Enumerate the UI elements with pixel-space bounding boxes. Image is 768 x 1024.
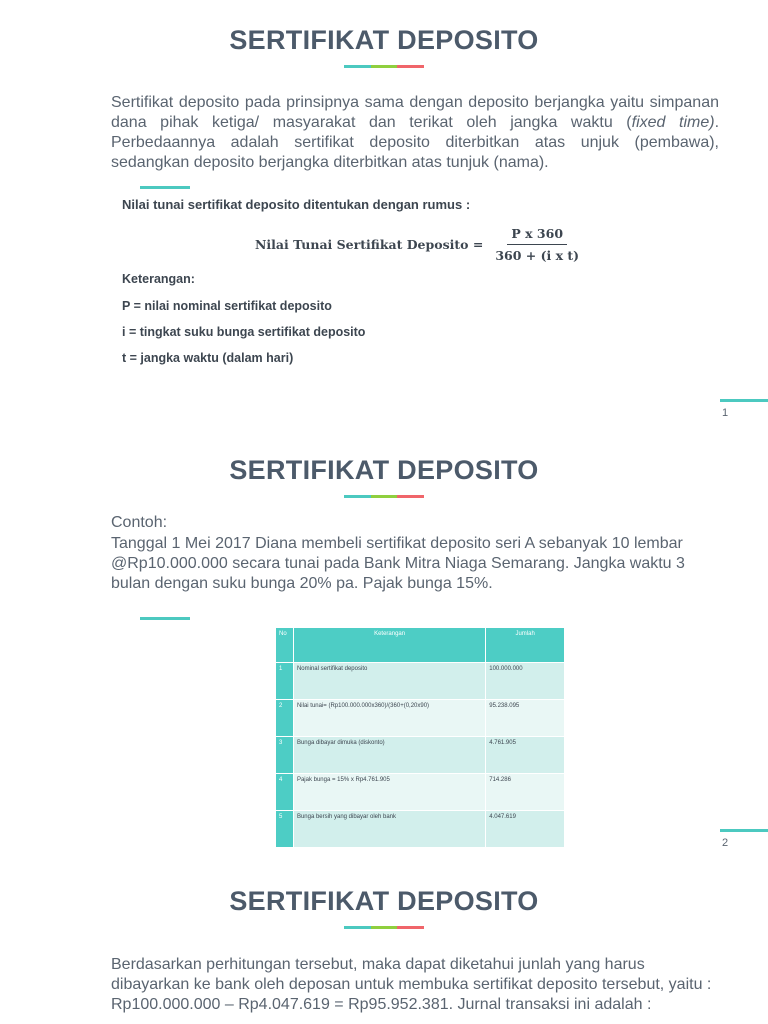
section-accent-bar	[140, 186, 190, 189]
row-jumlah: 95.238.095	[486, 700, 565, 737]
section-accent-bar	[140, 617, 190, 620]
keterangan-p: P = nilai nominal sertifikat deposito	[122, 299, 332, 313]
formula	[255, 224, 583, 264]
formula-lhs: Nilai Tunai Sertifikat Deposito =	[255, 236, 484, 252]
contoh-text: Tanggal 1 Mei 2017 Diana membeli sertifikat deposito seri A sebanyak 10 lembar @Rp10.000.000 secara tunai pada Bank Mitra Niaga Semarang. Jangka waktu 3 bulan dengan suku bunga 20% pa. Pajak bunga 15%.	[111, 535, 685, 592]
table-row	[276, 737, 565, 774]
paragraph-italic: fixed time)	[631, 114, 715, 131]
header-no: No	[276, 628, 294, 663]
slide1-title-underline	[344, 65, 424, 68]
keterangan-i: i = tingkat suku bunga sertifikat deposito	[122, 325, 366, 339]
contoh-label: Contoh:	[111, 514, 168, 531]
header-jumlah: Jumlah	[486, 628, 565, 663]
slide2-title-underline	[344, 495, 424, 498]
keterangan-label: Keterangan:	[122, 272, 195, 286]
formula-denominator: 360 + (i x t)	[495, 247, 580, 263]
row-no: 2	[276, 700, 294, 737]
header-keterangan: Keterangan	[293, 628, 485, 663]
row-keterangan: Nominal sertifikat deposito	[293, 663, 485, 700]
paragraph-text-b: . Perbedaannya adalah sertifikat deposito diterbitkan atas unjuk (pembawa), sedangkan deposito berjangka diterbitkan atas tunjuk (nama).	[111, 114, 720, 171]
row-keterangan: Bunga dibayar dimuka (diskonto)	[293, 737, 485, 774]
row-no: 3	[276, 737, 294, 774]
row-no: 4	[276, 774, 294, 811]
row-jumlah: 714.286	[486, 774, 565, 811]
row-no: 5	[276, 811, 294, 848]
paragraph-text-a: Sertifikat deposito pada prinsipnya sama dengan deposito berjangka yaitu simpanan dana pihak ketiga/ masyarakat dan terikat oleh jangka waktu (	[111, 94, 719, 131]
slide1-title: SERTIFIKAT DEPOSITO	[229, 25, 539, 55]
table-row	[276, 774, 565, 811]
table-row	[276, 811, 565, 848]
table-header-row	[276, 628, 565, 663]
row-no: 1	[276, 663, 294, 700]
row-jumlah: 100.000.000	[486, 663, 565, 700]
row-keterangan: Bunga bersih yang dibayar oleh bank	[293, 811, 485, 848]
page-number: 1	[722, 407, 729, 419]
formula-intro: Nilai tunai sertifikat deposito ditentukan dengan rumus :	[122, 197, 471, 212]
row-keterangan: Pajak bunga = 15% x Rp4.761.905	[293, 774, 485, 811]
keterangan-t: t = jangka waktu (dalam hari)	[122, 351, 294, 365]
formula-numerator: P x 360	[507, 226, 567, 245]
slide2-title: SERTIFIKAT DEPOSITO	[229, 455, 539, 485]
table-row	[276, 700, 565, 737]
page-number: 2	[722, 837, 729, 849]
slide1-paragraph	[111, 93, 719, 173]
deposit-table	[275, 627, 565, 848]
slide3-title: SERTIFIKAT DEPOSITO	[229, 886, 539, 916]
formula-fraction	[491, 226, 583, 263]
row-keterangan: Nilai tunai= (Rp100.000.000x360)/(360+(0,20x90)	[293, 700, 485, 737]
row-jumlah: 4.047.619	[486, 811, 565, 848]
page-corner-bar	[720, 399, 768, 402]
slide3-title-underline	[344, 926, 424, 929]
table-row	[276, 663, 565, 700]
page-corner-bar	[720, 829, 768, 832]
slide3-paragraph: Berdasarkan perhitungan tersebut, maka dapat diketahui junlah yang harus dibayarkan ke bank oleh deposan untuk membuka sertifikat deposito tersebut, yaitu : Rp100.000.000 – Rp4.047.619 = Rp95.952.381. Jurnal transaksi ini adalah :	[111, 956, 712, 1013]
row-jumlah: 4.761.905	[486, 737, 565, 774]
